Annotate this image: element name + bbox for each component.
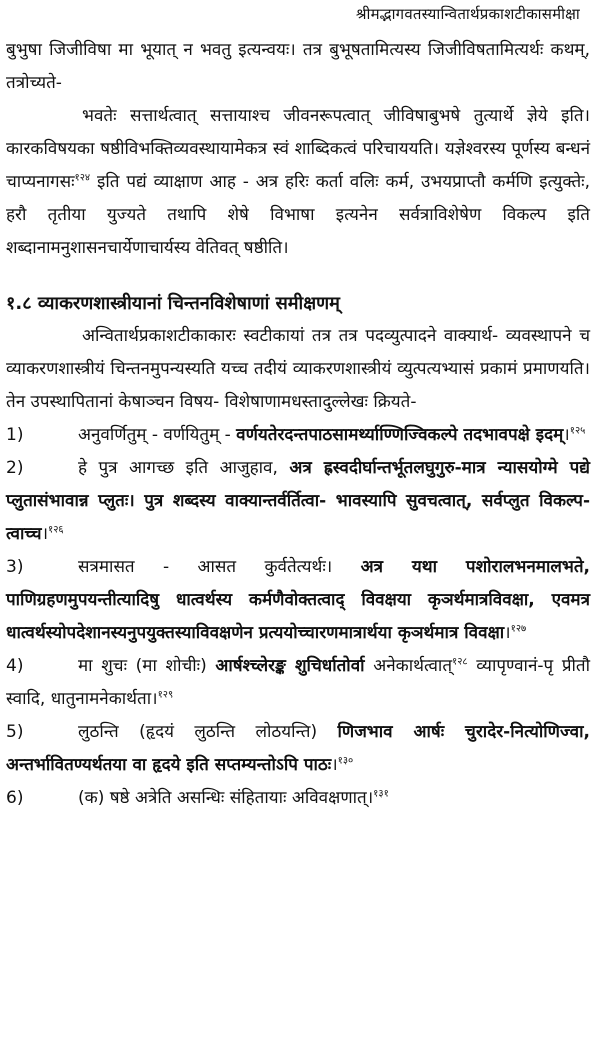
list-item-1 — [6, 419, 590, 452]
list-item-3 — [6, 551, 590, 650]
running-header: श्रीमद्भागवतस्यान्वितार्थप्रकाशटीकासमीक्षा — [355, 5, 580, 23]
footnote-ref: १३१ — [373, 788, 389, 800]
list-item-6 — [6, 782, 590, 815]
item-tail: । — [41, 524, 49, 544]
item-tail: । — [331, 755, 338, 775]
footnote-ref: १२५ — [569, 425, 586, 437]
paragraph-2 — [6, 100, 590, 265]
item-plain-text: हे पुत्र आगच्छ इति आजुहाव, — [78, 458, 290, 478]
item-bold-text: आर्षश्च्लेरङ्क शुचिर्धातोर्वा — [215, 656, 365, 676]
item-tail: । — [504, 623, 511, 643]
footnote-ref-129: १२९ — [157, 689, 174, 701]
list-item-5 — [6, 716, 590, 782]
list-item-4 — [6, 650, 590, 716]
item-tail: अनेकार्थत्वात् — [364, 656, 453, 676]
section-heading: १.८ व्याकरणशास्त्रीयानां चिन्तनविशेषाणां समीक्षणम् — [6, 293, 340, 314]
item-plain-text: सत्रमासत - आसत कुर्वतेत्यर्थः। — [78, 557, 361, 577]
paragraph-2-text: भवतेः सत्तार्थत्वात् सत्तायाश्च जीवनरूपत्वात् जीविषाबुभषे तुत्यार्थे ज्ञेये इति। कारकविषयका षष्ठीविभक्तिव्यवस्थायामेकत्र स्वं शाब्दिकत्वं परिचाययति। यज्ञेश्वरस्य पूर्णस्य बन्धनं चाप्यनागसः — [6, 106, 590, 192]
item-number: 4) — [6, 656, 24, 676]
item-plain-text: मा शुचः (मा शोचीः) — [78, 656, 216, 676]
paragraph-2-rest: इति पद्यं व्याक्षाण आह - अत्र हरिः कर्ता वलिः कर्म, उभयप्राप्तौ कर्मणि इत्युक्तेः, हरौ तृतीया युज्यते तथापि शेषे विभाषा इत्यनेन सर्वत्राविशेषेण विकल्प इति शब्दानामनुशासनचार्येणाचार्यस्य वेतिवत् षष्ठीति। — [6, 172, 590, 258]
item-bold-text: अत्र ह्रस्वदीर्घान्तर्भूतलघुगुरु-मात्र न्यासयोग्मे पद्ये प्लुतासंभावान्न प्लुतः। पुत्र शब्दस्य वाक्यान्तर्वर्तित्वा- भावस्यापि सुवचत्वात्, सर्वप्लुत विकल्प-त्वाच्च — [6, 458, 590, 544]
footnote-ref: १२७ — [510, 623, 527, 635]
page-body — [6, 34, 590, 815]
item-number: 1) — [6, 425, 24, 445]
paragraph-1: बुभुषा जिजीविषा मा भूयात् न भवतु इत्यन्वयः। तत्र बुभूषतामित्यस्य जिजीविषतामित्यर्थः कथम्, तत्रोच्यते- — [6, 40, 590, 93]
item-bold-text: वर्णयतेरदन्तपाठसामर्थ्याण्णिज्विकल्पे तदभावपक्षे इदम् — [236, 425, 564, 445]
footnote-ref-124: १२४ — [74, 172, 91, 184]
item-bold-text: णिजभाव आर्षः चुरादेर-नित्योणिज्वा, अन्तर्भावितण्यर्थतया वा हृदये इति सप्तम्यन्तोऽपि पाठः — [6, 722, 590, 775]
item-plain-text: लुठन्ति (हृदयं लुठन्ति लोठयन्ति) — [78, 722, 338, 742]
item-number: 2) — [6, 458, 24, 478]
item-number: 5) — [6, 722, 24, 742]
paragraph-3: अन्वितार्थप्रकाशटीकाकारः स्वटीकायां तत्र तत्र पदव्युत्पादने वाक्यार्थ- व्यवस्थापने च व्याकरणशास्त्रीयं चिन्तनमुपन्यस्यति यच्च तदीयं व्याकरणशास्त्रीयं व्युत्पत्यभ्यासं प्रकामं प्रमाणयति। तेन उपस्थापितानां केषाञ्चन विषय- विशेषाणामधस्तादुल्लेखः क्रियते- — [6, 326, 590, 412]
item-tail: । — [563, 425, 570, 445]
item-tail: । — [366, 788, 374, 808]
item-after-text: व्यापृण्वानं-पृ प्रीतौ स्वादि, धातुनामनेकार्थता। — [6, 656, 590, 709]
item-number: 6) — [6, 788, 24, 808]
footnote-ref: १२८ — [452, 656, 468, 668]
item-number: 3) — [6, 557, 24, 577]
footnote-ref: १३० — [337, 755, 354, 767]
footnote-ref: १२६ — [48, 524, 64, 536]
item-bold-text: अत्र यथा पशोरालभनमालभते, पाणिग्रहणमुपयन्तीत्यादिषु धात्वर्थस्य कर्मणैवोक्तत्वाद् विवक्षया कृञर्थमात्रविवक्षा, एवमत्र धात्वर्थस्योपदेशानस्यनुपयुक्तस्याविवक्षणेन प्रत्ययोच्चारणमात्रार्थया कृञर्थमात्र विवक्षा — [6, 557, 590, 643]
list-item-2 — [6, 452, 590, 551]
item-plain-text: अनुवर्णितुम् - वर्णयितुम् - — [78, 425, 237, 445]
item-plain-text: (क) षष्ठे अत्रेति असन्धिः संहितायाः अविवक्षणात् — [78, 788, 367, 808]
